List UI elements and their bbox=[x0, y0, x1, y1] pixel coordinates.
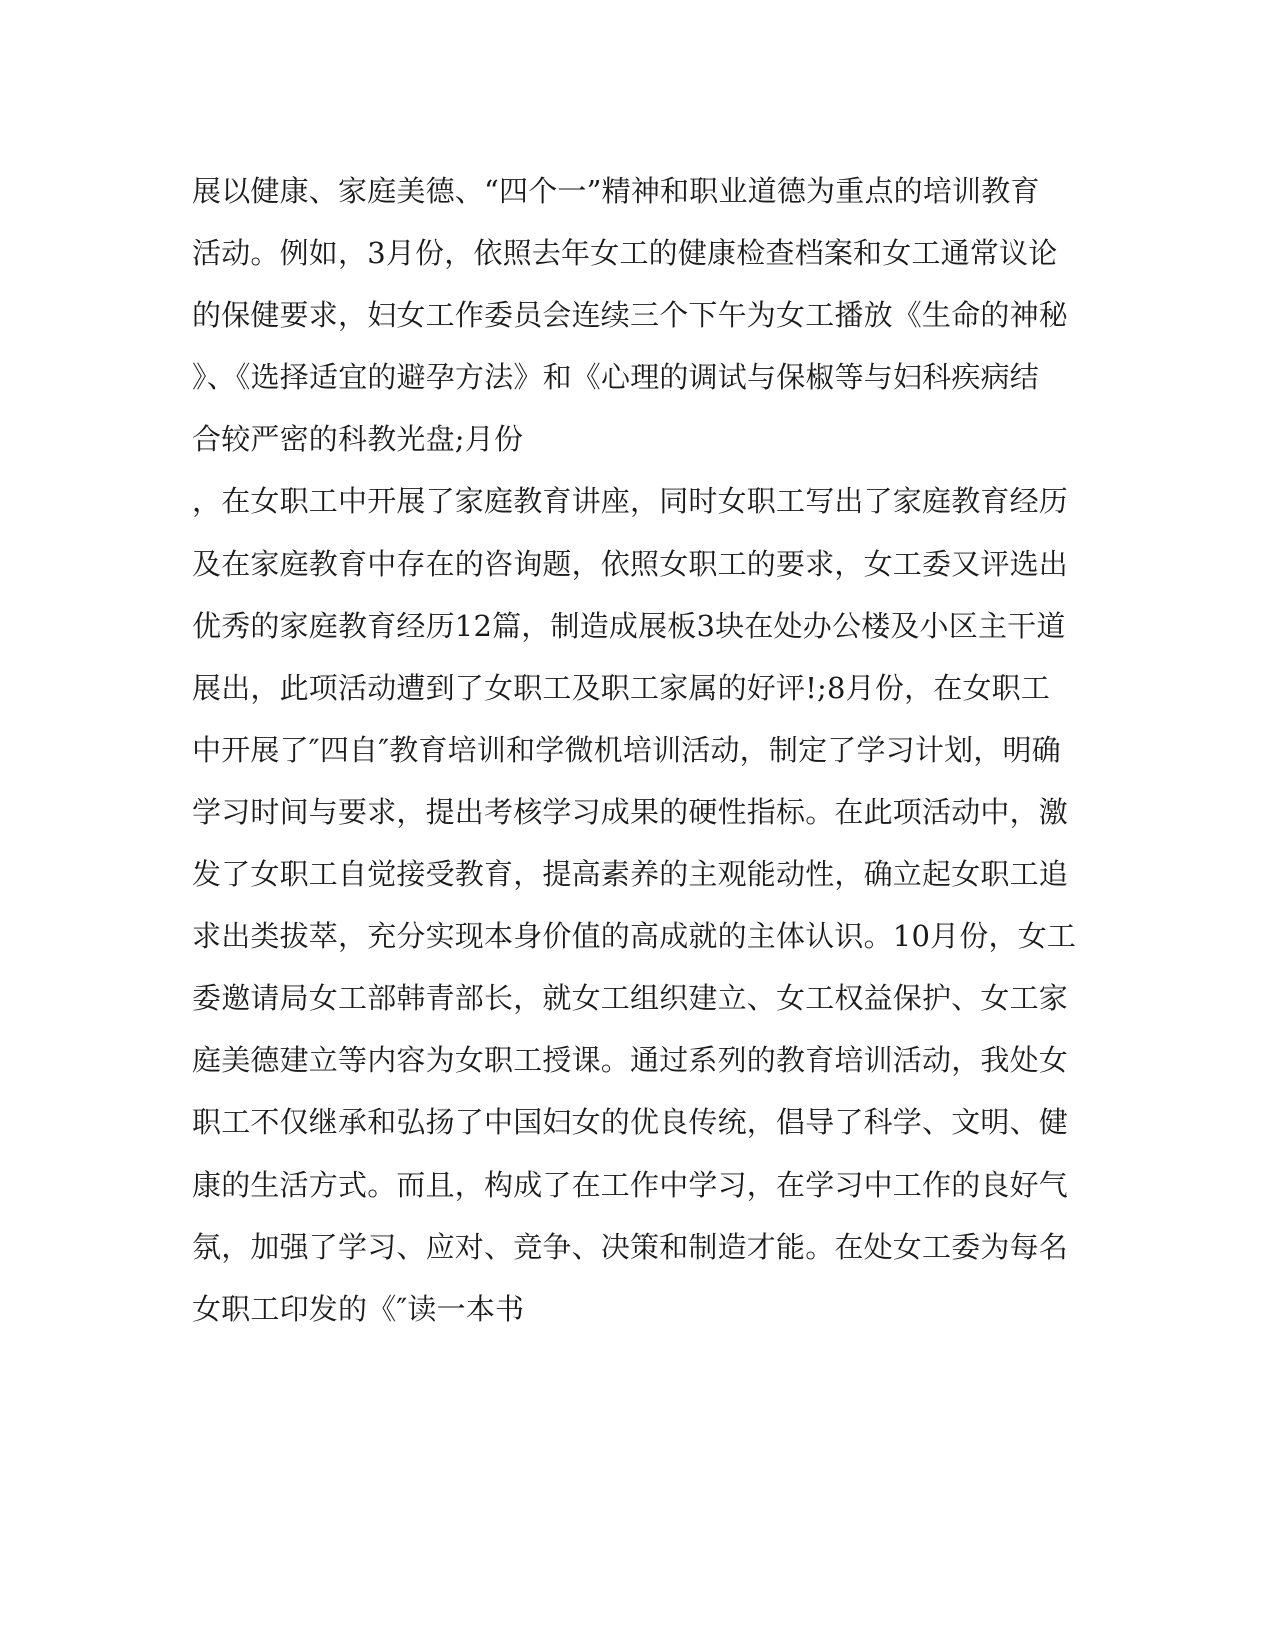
text-line: 求出类拔萃，充分实现本身价值的高成就的主体认识。10月份，女工 bbox=[192, 919, 1077, 954]
text-line: 学习时间与要求，提出考核学习成果的硬性指标。在此项活动中，激 bbox=[192, 794, 1069, 829]
text-line: 展以健康、家庭美德、“四个一”精神和职业道德为重点的培训教育 bbox=[192, 174, 1040, 208]
text-line: 女职工印发的《″读一本书 bbox=[192, 1291, 525, 1326]
text-line: 发了女职工自觉接受教育，提高素养的主观能动性，确立起女职工追 bbox=[192, 857, 1069, 892]
text-line: 委邀请局女工部韩青部长，就女工组织建立、女工权益保护、女工家 bbox=[192, 981, 1069, 1016]
text-line: 》、《选择适宜的避孕方法》和《心理的调试与保椒等与妇科疾病结 bbox=[192, 360, 1040, 395]
text-line: 庭美德建立等内容为女职工授课。通过系列的教育培训活动，我处女 bbox=[192, 1043, 1069, 1078]
text-line: 中开展了″四自″教育培训和学微机培训活动，制定了学习计划，明确 bbox=[192, 732, 1061, 767]
text-line: 展出，此项活动遭到了女职工及职工家属的好评!;8月份，在女职工 bbox=[192, 670, 1051, 705]
text-line: ，在女职工中开展了家庭教育讲座，同时女职工写出了家庭教育经历 bbox=[192, 484, 1069, 519]
text-line: 合较严密的科教光盘;月份 bbox=[192, 422, 524, 457]
text-line: 的保健要求，妇女工作委员会连续三个下午为女工播放《生命的神秘 bbox=[192, 298, 1069, 333]
text-line: 及在家庭教育中存在的咨询题，依照女职工的要求，女工委又评选出 bbox=[192, 546, 1069, 581]
text-line: 氛，加强了学习、应对、竞争、决策和制造才能。在处女工委为每名 bbox=[192, 1229, 1069, 1264]
text-line: 康的生活方式。而且，构成了在工作中学习，在学习中工作的良好气 bbox=[192, 1167, 1069, 1202]
body-text bbox=[192, 160, 1077, 1340]
text-line: 优秀的家庭教育经历12篇，制造成展板3块在处办公楼及小区主干道 bbox=[192, 608, 1066, 643]
text-line: 活动。例如，3月份，依照去年女工的健康检查档案和女工通常议论 bbox=[192, 236, 1058, 271]
text-line: 职工不仅继承和弘扬了中国妇女的优良传统，倡导了科学、文明、健 bbox=[192, 1105, 1069, 1140]
